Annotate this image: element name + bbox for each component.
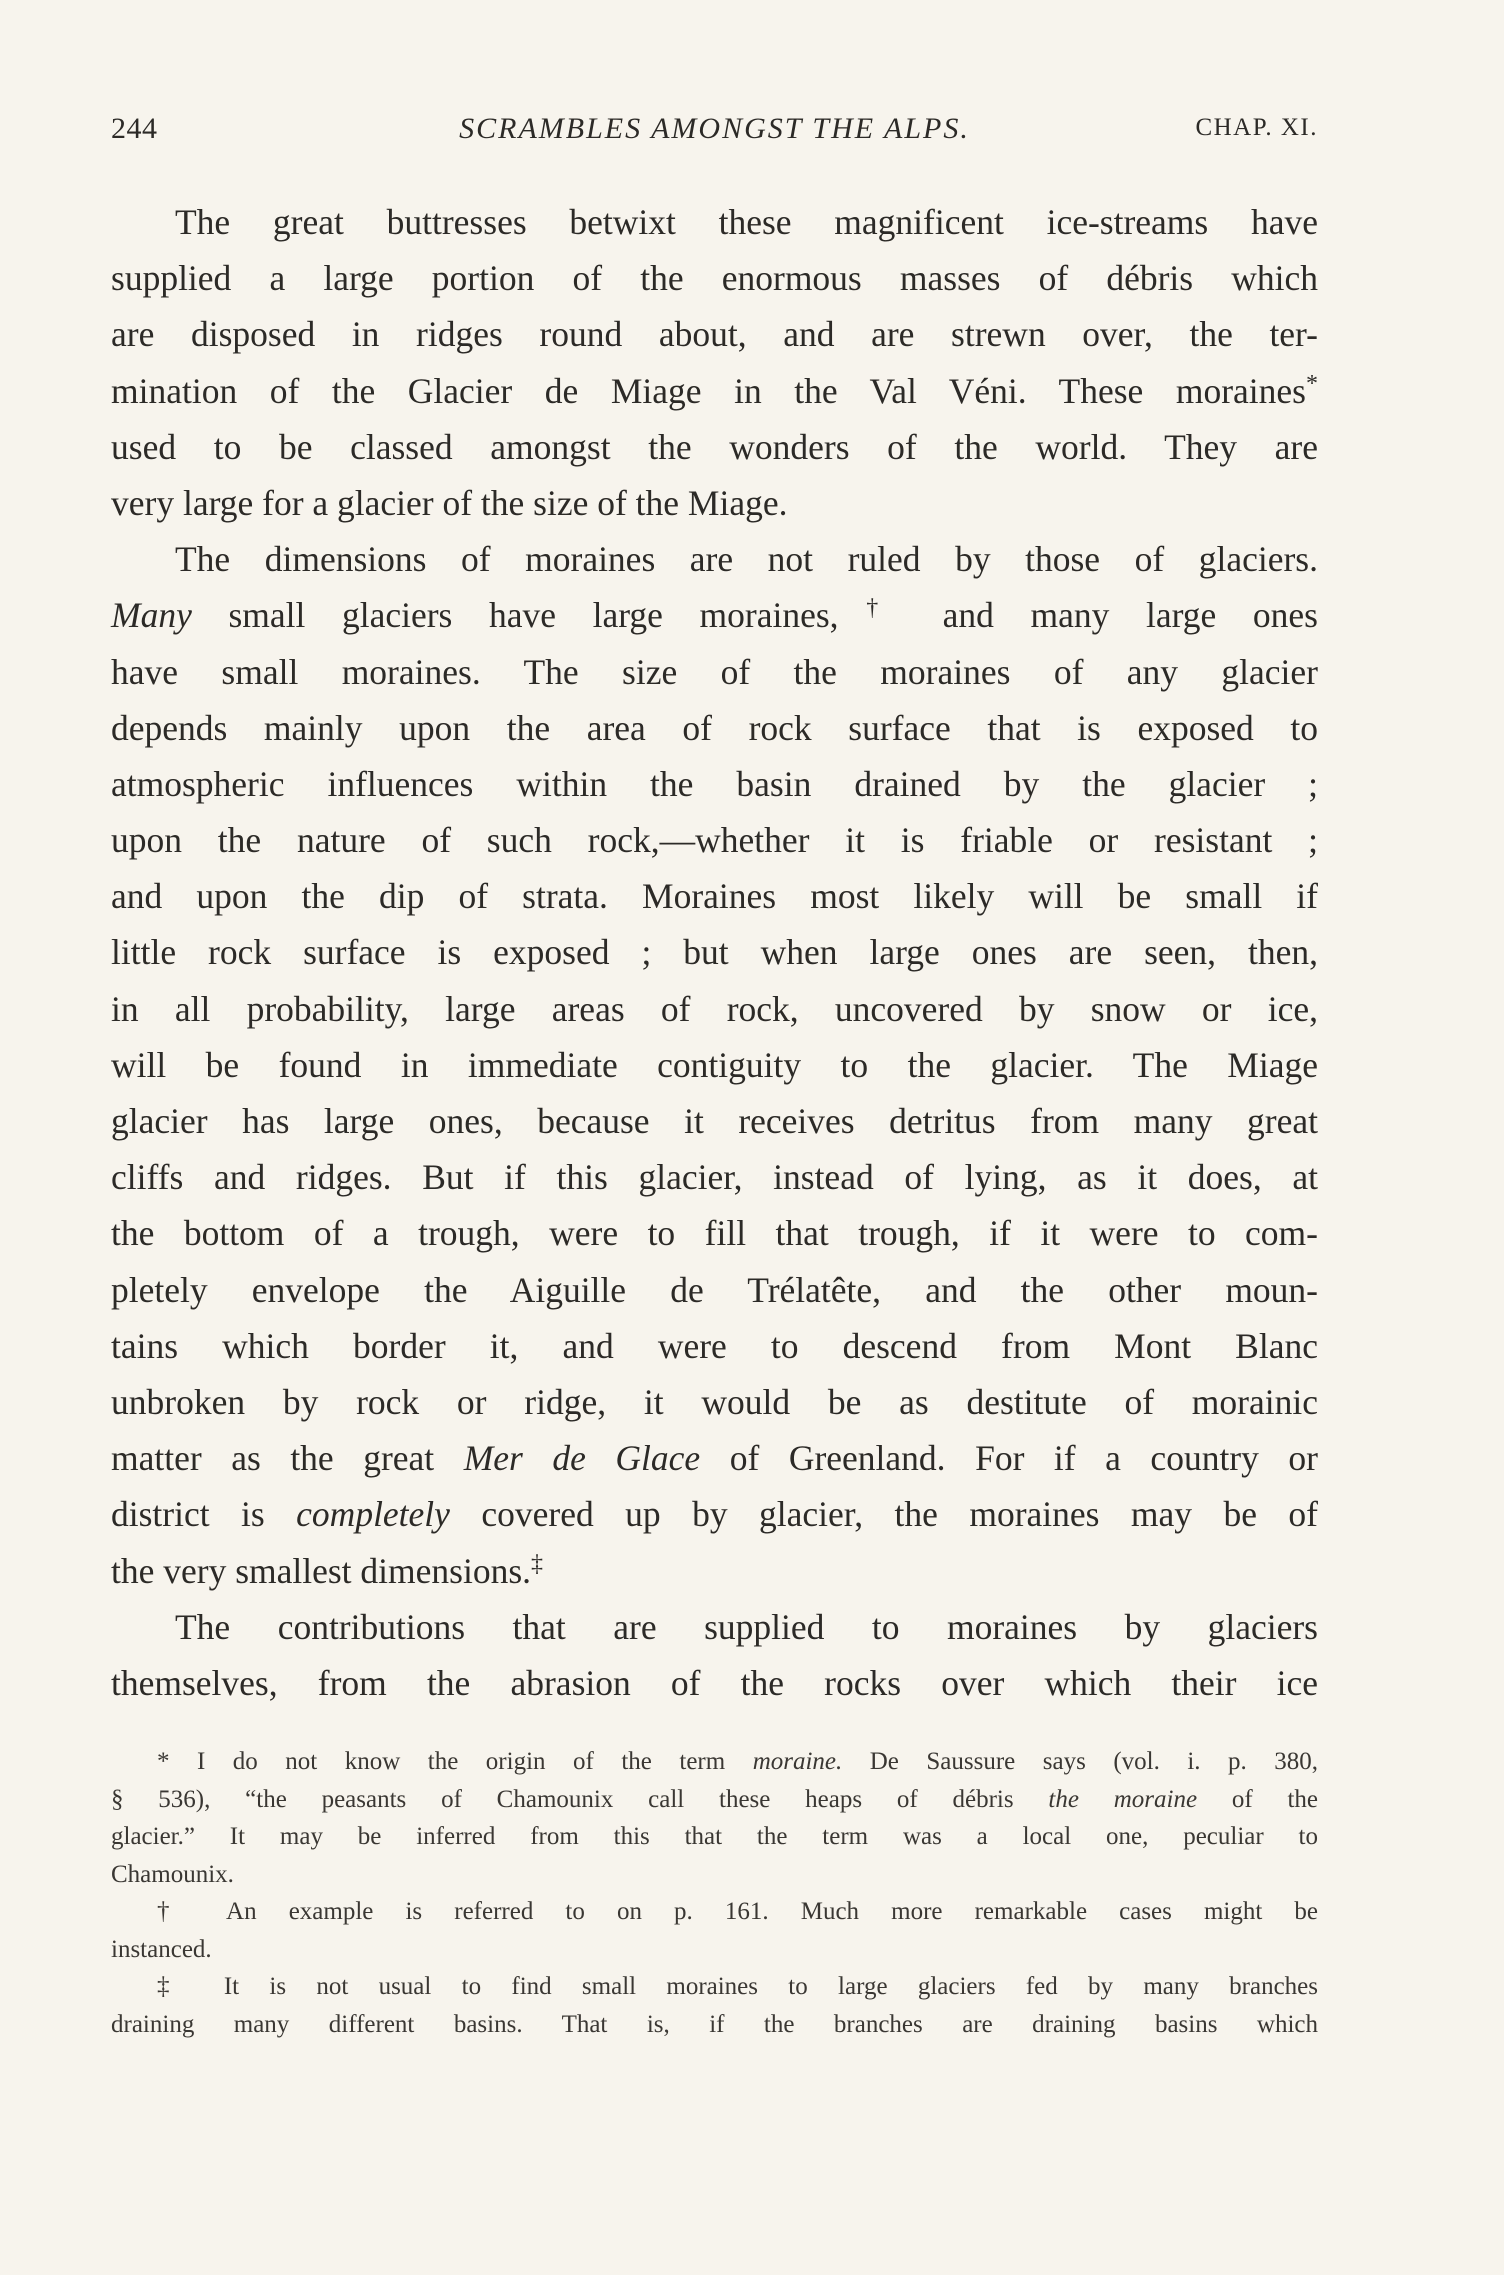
text-line: will be found in immediate contiguity to the glacier. The Miage [111, 1044, 1318, 1085]
text-line: upon the nature of such rock,—whether it is friable or resistant ; [111, 820, 1318, 861]
italic-text: Mer de Glace [463, 1438, 701, 1479]
running-header [111, 112, 1318, 156]
footnote-line: draining many different basins. That is, if the branches are draining basins which [111, 2010, 1318, 2038]
footnote-marker: ‡ [531, 1550, 544, 1577]
text-segment: matter as the great [111, 1438, 464, 1479]
text-line [111, 363, 1318, 419]
footnote-line: Chamounix. [111, 1860, 234, 1888]
text-segment: the very smallest dimensions. [111, 1550, 532, 1591]
text-line: unbroken by rock or ridge, it would be as destitute of morainic [111, 1381, 1318, 1422]
text-segment: De Saussure says (vol. i. p. 380, [842, 1748, 1319, 1775]
text-line: very large for a glacier of the size of the Miage. [111, 482, 788, 523]
chapter-label: CHAP. XI. [1195, 114, 1318, 141]
italic-text: completely [296, 1494, 450, 1535]
text-line: have small moraines. The size of the moraines of any glacier [111, 651, 1318, 692]
text-line [111, 1543, 1318, 1599]
footnote-marker: † [838, 595, 907, 622]
text-line: and upon the dip of strata. Moraines most likely will be small if [111, 876, 1318, 917]
text-segment: of the [1197, 1785, 1319, 1813]
page-number: 244 [111, 112, 158, 145]
text-segment: district is [111, 1494, 297, 1535]
body-text [111, 194, 1318, 1711]
text-line: cliffs and ridges. But if this glacier, instead of lying, as it does, at [111, 1157, 1318, 1198]
text-line: used to be classed amongst the wonders of the world. They are [111, 426, 1318, 467]
footnote-marker: * [1306, 370, 1318, 397]
footnote-line [111, 1893, 1318, 1931]
text-line [111, 1486, 1318, 1542]
text-line [111, 1430, 1318, 1486]
text-segment: and many large ones [906, 595, 1318, 636]
running-title: SCRAMBLES AMONGST THE ALPS. [459, 112, 970, 145]
italic-text: the moraine [1048, 1785, 1198, 1813]
footnote-line [111, 1743, 1318, 1781]
footnote-marker: † [157, 1898, 196, 1925]
text-segment: § 536), “the peasants of Chamounix call these heaps of débris [111, 1785, 1049, 1813]
text-line: The dimensions of moraines are not ruled by those of glaciers. [175, 539, 1318, 580]
text-line: tains which border it, and were to descend from Mont Blanc [111, 1325, 1318, 1366]
text-line: supplied a large portion of the enormous masses of débris which [111, 258, 1318, 299]
text-line: atmospheric influences within the basin drained by the glacier ; [111, 763, 1318, 804]
text-segment: I do not know the origin of the term [169, 1748, 753, 1775]
footnotes [111, 1743, 1318, 2043]
footnote-line [111, 1781, 1318, 1819]
text-segment: small glaciers have large moraines, [191, 595, 839, 636]
footnote-marker: ‡ [157, 1973, 194, 2000]
text-line: The contributions that are supplied to moraines by glaciers [175, 1606, 1318, 1647]
footnote-line: instanced. [111, 1935, 212, 1963]
text-line: in all probability, large areas of rock, uncovered by snow or ice, [111, 988, 1318, 1029]
text-line: depends mainly upon the area of rock surface that is exposed to [111, 707, 1318, 748]
footnote-line: glacier.” It may be inferred from this that the term was a local one, peculiar to [111, 1823, 1318, 1850]
footnote-line [111, 1968, 1318, 2006]
text-line: little rock surface is exposed ; but when large ones are seen, then, [111, 932, 1318, 973]
footnote-marker: * [157, 1748, 170, 1775]
text-line: glacier has large ones, because it receives detritus from many great [111, 1101, 1318, 1141]
text-segment: An example is referred to on p. 161. Much more remarkable cases might be [195, 1898, 1318, 1925]
text-line: are disposed in ridges round about, and are strewn over, the ter- [111, 314, 1318, 355]
text-line: pletely envelope the Aiguille de Trélatête, and the other moun- [111, 1269, 1318, 1310]
text-line: themselves, from the abrasion of the rocks over which their ice [111, 1662, 1318, 1703]
text-segment: mination of the Glacier de Miage in the Val Véni. These moraines [111, 370, 1306, 411]
text-line: The great buttresses betwixt these magnificent ice-streams have [175, 202, 1318, 242]
italic-text: Many [111, 595, 192, 636]
text-segment: It is not usual to find small moraines to large glaciers fed by many branches [193, 1973, 1319, 2000]
italic-text: moraine. [752, 1748, 843, 1775]
text-line: the bottom of a trough, were to fill that trough, if it were to com- [111, 1213, 1318, 1254]
text-line [111, 587, 1318, 643]
text-segment: of Greenland. For if a country or [700, 1438, 1318, 1479]
text-segment: covered up by glacier, the moraines may be of [449, 1494, 1318, 1535]
